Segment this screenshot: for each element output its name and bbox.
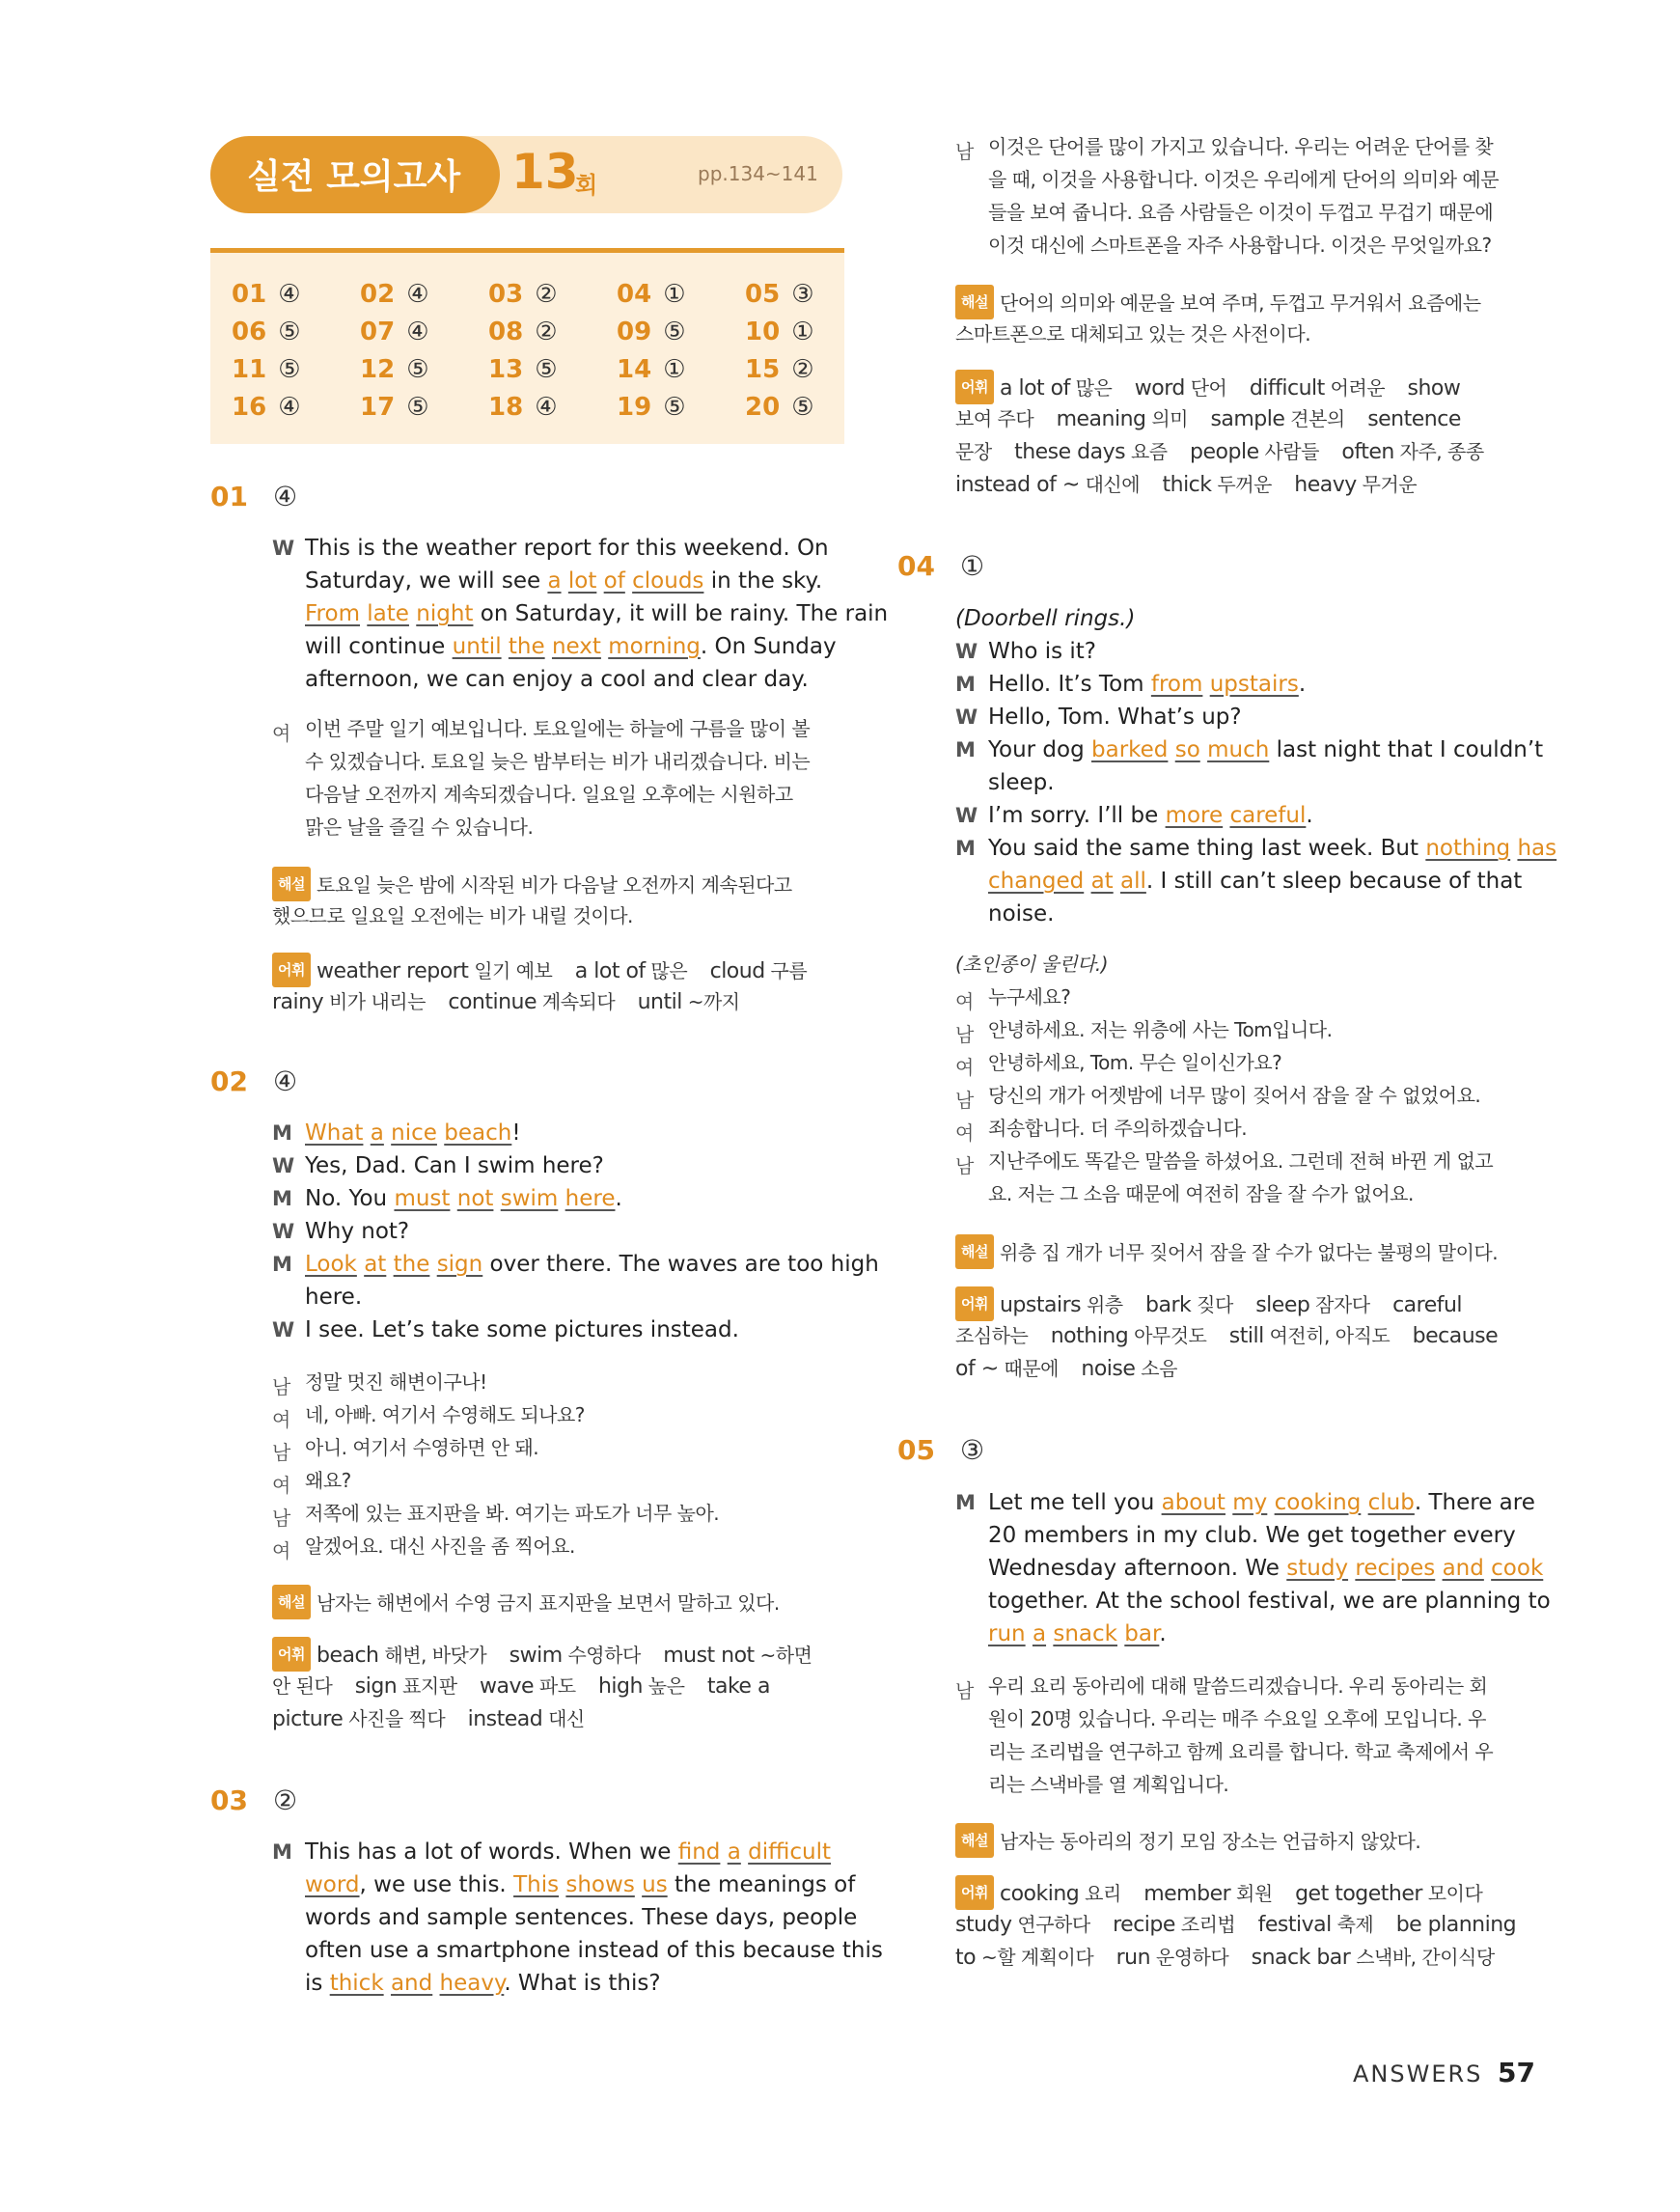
answer-number: 12: [360, 355, 396, 384]
translation-line: 왜요?: [305, 1469, 351, 1492]
translation-line: 요. 저는 그 소음 때문에 여전히 잠을 잘 수가 없어요.: [988, 1182, 1414, 1205]
answer-mark: ①: [663, 355, 686, 384]
speaker: 남: [955, 140, 975, 163]
answer-mark: ①: [663, 280, 686, 309]
script-line: here.: [305, 1285, 363, 1310]
script-line: sleep.: [988, 770, 1055, 795]
vocab-tag: 어휘: [955, 370, 994, 404]
answer-cell: [617, 355, 686, 384]
script-line: I see. Let’s take some pictures instead.: [305, 1317, 739, 1342]
translation-line: 죄송합니다. 더 주의하겠습니다.: [988, 1117, 1248, 1140]
answer-number: 04: [617, 280, 652, 309]
vocabulary: 어휘 upstairs 위층 bark 짖다 sleep 잠자다 careful: [955, 1286, 1462, 1322]
answer-mark: ⑤: [791, 393, 814, 422]
script-line: changed at all. I still can’t sleep because of that: [988, 869, 1523, 894]
answer-cell: [488, 280, 558, 309]
answer-grid: [210, 248, 844, 444]
vocab-tag: 어휘: [955, 1875, 994, 1910]
translation-line: 들을 보여 줍니다. 요즘 사람들은 이것이 두껍고 무겁기 때문에: [988, 201, 1494, 224]
footer-label: ANSWERS: [1353, 2060, 1483, 2088]
explanation: 해설 토요일 늦은 밤에 시작된 비가 다음날 오전까지 계속된다고: [272, 867, 792, 901]
script-line: Wednesday afternoon. We study recipes and cook: [988, 1556, 1544, 1581]
speaker: M: [272, 1253, 292, 1276]
answer-cell: [617, 318, 686, 346]
answer-cell: [745, 393, 814, 422]
question-05-number: 05 ③: [897, 1434, 985, 1466]
question-02-number: 02 ④: [210, 1065, 298, 1097]
answer-number: 18: [488, 393, 524, 422]
script-line: Why not?: [305, 1219, 410, 1244]
answer-cell: [232, 280, 301, 309]
stage-direction: (Doorbell rings.): [955, 606, 1136, 631]
answer-mark: ⑤: [663, 318, 686, 346]
speaker: W: [955, 705, 978, 729]
speaker: W: [955, 804, 978, 827]
answer-number: 10: [745, 318, 781, 346]
stage-direction: (초인종이 울린다.): [955, 953, 1109, 976]
answer-mark: ⑤: [406, 355, 429, 384]
test-header: [210, 136, 842, 213]
script-line: Let me tell you about my cooking club. There are: [988, 1490, 1535, 1515]
translation-line: 저쪽에 있는 표지판을 봐. 여기는 파도가 너무 높아.: [305, 1502, 720, 1525]
speaker: W: [272, 537, 295, 560]
vocab-tag: 어휘: [272, 1637, 311, 1672]
explanation: 해설 단어의 의미와 예문을 보여 주며, 두껍고 무거워서 요즘에는: [955, 285, 1481, 319]
vocabulary: 조심하는 nothing 아무것도 still 여전히, 아직도 because: [955, 1324, 1499, 1348]
vocabulary: picture 사진을 찍다 instead 대신: [272, 1707, 585, 1731]
script-line: This has a lot of words. When we find a difficult: [305, 1839, 831, 1865]
speaker: 여: [272, 1539, 291, 1562]
speaker: W: [955, 640, 978, 663]
script-line: You said the same thing last week. But nothing has: [988, 836, 1557, 861]
vocab-tag: 어휘: [272, 953, 311, 987]
script-line: run a snack bar.: [988, 1621, 1167, 1646]
explanation-tag: 해설: [955, 285, 994, 319]
answer-number: 05: [745, 280, 781, 309]
speaker: 남: [272, 1441, 291, 1464]
answer-cell: [488, 355, 558, 384]
answer-mark: ④: [406, 280, 429, 309]
answer-number: 06: [232, 318, 267, 346]
translation-line: 리는 조리법을 연구하고 함께 요리를 합니다. 학교 축제에서 우: [988, 1740, 1494, 1763]
speaker: W: [272, 1318, 295, 1341]
speaker: 남: [955, 1679, 975, 1702]
script-line: afternoon, we can enjoy a cool and clear day.: [305, 667, 809, 692]
translation-line: 정말 멋진 해변이구나!: [305, 1370, 487, 1394]
translation-line: 수 있겠습니다. 토요일 늦은 밤부터는 비가 내리겠습니다. 비는: [305, 750, 811, 773]
speaker: M: [955, 673, 976, 696]
answer-number: 19: [617, 393, 652, 422]
answer-cell: [617, 280, 686, 309]
script-line: word, we use this. This shows us the meanings of: [305, 1872, 856, 1897]
translation-line: 원이 20명 있습니다. 우리는 매주 수요일 오후에 모입니다. 우: [988, 1707, 1486, 1730]
translation-line: 안녕하세요, Tom. 무슨 일이신가요?: [988, 1051, 1282, 1074]
script-line: From late night on Saturday, it will be rainy. The rain: [305, 601, 889, 626]
answer-number: 02: [360, 280, 396, 309]
speaker: 남: [272, 1375, 291, 1398]
speaker: 여: [955, 1121, 975, 1145]
answer-mark: ④: [535, 393, 558, 422]
translation-line: 이것은 단어를 많이 가지고 있습니다. 우리는 어려운 단어를 찾: [988, 135, 1494, 158]
answer-number: 17: [360, 393, 396, 422]
answer-mark: ⑤: [535, 355, 558, 384]
script-line: words and sample sentences. These days, people: [305, 1905, 858, 1930]
speaker: 여: [272, 722, 291, 745]
answer-mark: ①: [791, 318, 814, 346]
header-suffix: 회: [575, 172, 598, 199]
answer-mark: ⑤: [278, 355, 301, 384]
translation-line: 아니. 여기서 수영하면 안 돼.: [305, 1436, 539, 1459]
answer-number: 07: [360, 318, 396, 346]
vocabulary: 어휘 cooking 요리 member 회원 get together 모이다: [955, 1875, 1482, 1911]
vocabulary: 보여 주다 meaning 의미 sample 견본의 sentence: [955, 407, 1461, 431]
header-number: 13: [511, 144, 579, 200]
script-line: What a nice beach!: [305, 1120, 521, 1146]
answer-number: 13: [488, 355, 524, 384]
answer-number: 20: [745, 393, 781, 422]
script-line: No. You must not swim here.: [305, 1186, 622, 1211]
vocabulary: 안 된다 sign 표지판 wave 파도 high 높은 take a: [272, 1674, 770, 1699]
script-line: Saturday, we will see a lot of clouds in the sky.: [305, 568, 823, 594]
script-line: This is the weather report for this weekend. On: [305, 536, 829, 561]
script-line: often use a smartphone instead of this because this: [305, 1938, 883, 1963]
answer-mark: ②: [535, 280, 558, 309]
answer-number: 16: [232, 393, 267, 422]
translation-line: 리는 스낵바를 열 계획입니다.: [988, 1773, 1229, 1796]
speaker: 여: [955, 990, 975, 1013]
speaker: M: [955, 738, 976, 761]
answer-number: 01: [232, 280, 267, 309]
speaker: M: [955, 1491, 976, 1514]
speaker: W: [272, 1154, 295, 1177]
question-03-number: 03 ②: [210, 1784, 298, 1816]
page-number: 57: [1498, 2057, 1535, 2088]
speaker: M: [272, 1121, 292, 1145]
speaker: 남: [955, 1154, 975, 1177]
answer-cell: [232, 318, 301, 346]
answer-cell: [488, 393, 558, 422]
speaker: 남: [955, 1023, 975, 1046]
question-04-number: 04 ①: [897, 550, 985, 582]
answer-cell: [360, 355, 429, 384]
answer-cell: [232, 355, 301, 384]
explanation: 해설 위층 집 개가 너무 짖어서 잠을 잘 수가 없다는 불평의 말이다.: [955, 1234, 1498, 1269]
header-title: 실전 모의고사: [247, 157, 461, 197]
vocabulary: 어휘 beach 해변, 바닷가 swim 수영하다 must not ~하면: [272, 1637, 812, 1673]
translation-line: 이것 대신에 스마트폰을 자주 사용합니다. 이것은 무엇일까요?: [988, 234, 1492, 257]
translation-line: 다음날 오전까지 계속되겠습니다. 일요일 오후에는 시원하고: [305, 783, 793, 806]
speaker: 여: [272, 1474, 291, 1497]
speaker: M: [955, 837, 976, 860]
script-line: Hello, Tom. What’s up?: [988, 705, 1242, 730]
speaker: M: [272, 1187, 292, 1210]
translation-line: 안녕하세요. 저는 위층에 사는 Tom입니다.: [988, 1018, 1333, 1041]
explanation-tag: 해설: [272, 867, 311, 901]
explanation: 스마트폰으로 대체되고 있는 것은 사전이다.: [955, 322, 1311, 346]
vocabulary: rainy 비가 내리는 continue 계속되다 until ~까지: [272, 990, 740, 1014]
script-line: Your dog barked so much last night that I couldn’t: [988, 737, 1544, 762]
answer-number: 14: [617, 355, 652, 384]
translation-line: 우리 요리 동아리에 대해 말씀드리겠습니다. 우리 동아리는 회: [988, 1674, 1488, 1698]
translation-line: 맑은 날을 즐길 수 있습니다.: [305, 816, 534, 839]
answer-mark: ⑤: [663, 393, 686, 422]
answer-mark: ②: [791, 355, 814, 384]
vocabulary: to ~할 계획이다 run 운영하다 snack bar 스낵바, 간이식당: [955, 1946, 1495, 1970]
answer-number: 09: [617, 318, 652, 346]
answer-mark: ④: [406, 318, 429, 346]
vocab-tag: 어휘: [955, 1286, 994, 1321]
speaker: 여: [272, 1408, 291, 1431]
explanation: 해설 남자는 동아리의 정기 모임 장소는 언급하지 않았다.: [955, 1823, 1420, 1858]
vocabulary: instead of ~ 대신에 thick 두꺼운 heavy 무거운: [955, 473, 1418, 497]
answer-cell: [488, 318, 558, 346]
header-pages: pp.134~141: [698, 162, 818, 185]
vocabulary: 어휘 a lot of 많은 word 단어 difficult 어려운 show: [955, 370, 1460, 405]
answer-cell: [745, 280, 814, 309]
explanation-tag: 해설: [955, 1823, 994, 1858]
answer-cell: [745, 318, 814, 346]
vocabulary: 어휘 weather report 일기 예보 a lot of 많은 cloud 구름: [272, 953, 807, 988]
script-line: I’m sorry. I’ll be more careful.: [988, 803, 1313, 828]
speaker: 남: [272, 1507, 291, 1530]
script-line: together. At the school festival, we are planning to: [988, 1589, 1551, 1614]
vocabulary: of ~ 때문에 noise 소음: [955, 1357, 1177, 1381]
answer-mark: ④: [278, 280, 301, 309]
speaker: 여: [955, 1056, 975, 1079]
speaker: W: [272, 1220, 295, 1243]
question-01-number: 01 ④: [210, 481, 298, 512]
answer-cell: [617, 393, 686, 422]
translation-line: 누구세요?: [988, 985, 1071, 1009]
script-line: is thick and heavy. What is this?: [305, 1971, 661, 1996]
translation-line: 지난주에도 똑같은 말씀을 하셨어요. 그런데 전혀 바뀐 게 없고: [988, 1149, 1494, 1173]
answer-number: 03: [488, 280, 524, 309]
answer-mark: ⑤: [278, 318, 301, 346]
script-line: 20 members in my club. We get together every: [988, 1523, 1516, 1548]
script-line: Yes, Dad. Can I swim here?: [305, 1153, 604, 1178]
answer-number: 08: [488, 318, 524, 346]
script-line: will continue until the next morning. On Sunday: [305, 634, 837, 659]
script-line: Who is it?: [988, 639, 1097, 664]
answer-cell: [360, 318, 429, 346]
answer-cell: [232, 393, 301, 422]
translation-line: 을 때, 이것을 사용합니다. 이것은 우리에게 단어의 의미와 예문: [988, 168, 1500, 191]
explanation-tag: 해설: [955, 1234, 994, 1269]
answer-cell: [360, 280, 429, 309]
vocabulary: study 연구하다 recipe 조리법 festival 축제 be planning: [955, 1913, 1517, 1937]
answer-mark: ④: [278, 393, 301, 422]
vocabulary: 문장 these days 요즘 people 사람들 often 자주, 종종: [955, 440, 1484, 464]
explanation-tag: 해설: [272, 1585, 311, 1619]
explanation: 했으므로 일요일 오전에는 비가 내릴 것이다.: [272, 904, 633, 927]
answer-mark: ⑤: [406, 393, 429, 422]
script-line: Hello. It’s Tom from upstairs.: [988, 672, 1307, 697]
answer-mark: ②: [535, 318, 558, 346]
translation-line: 당신의 개가 어젯밤에 너무 많이 짖어서 잠을 잘 수 없었어요.: [988, 1084, 1481, 1107]
speaker: M: [272, 1840, 292, 1864]
answer-number: 15: [745, 355, 781, 384]
answer-mark: ③: [791, 280, 814, 309]
translation-line: 알겠어요. 대신 사진을 좀 찍어요.: [305, 1535, 575, 1558]
script-line: Look at the sign over there. The waves are too high: [305, 1252, 879, 1277]
translation-line: 이번 주말 일기 예보입니다. 토요일에는 하늘에 구름을 많이 볼: [305, 717, 811, 740]
script-line: noise.: [988, 901, 1055, 926]
speaker: 남: [955, 1089, 975, 1112]
translation-line: 네, 아빠. 여기서 수영해도 되나요?: [305, 1403, 585, 1426]
explanation: 해설 남자는 해변에서 수영 금지 표지판을 보면서 말하고 있다.: [272, 1585, 780, 1619]
answer-number: 11: [232, 355, 267, 384]
answer-cell: [745, 355, 814, 384]
answer-cell: [360, 393, 429, 422]
